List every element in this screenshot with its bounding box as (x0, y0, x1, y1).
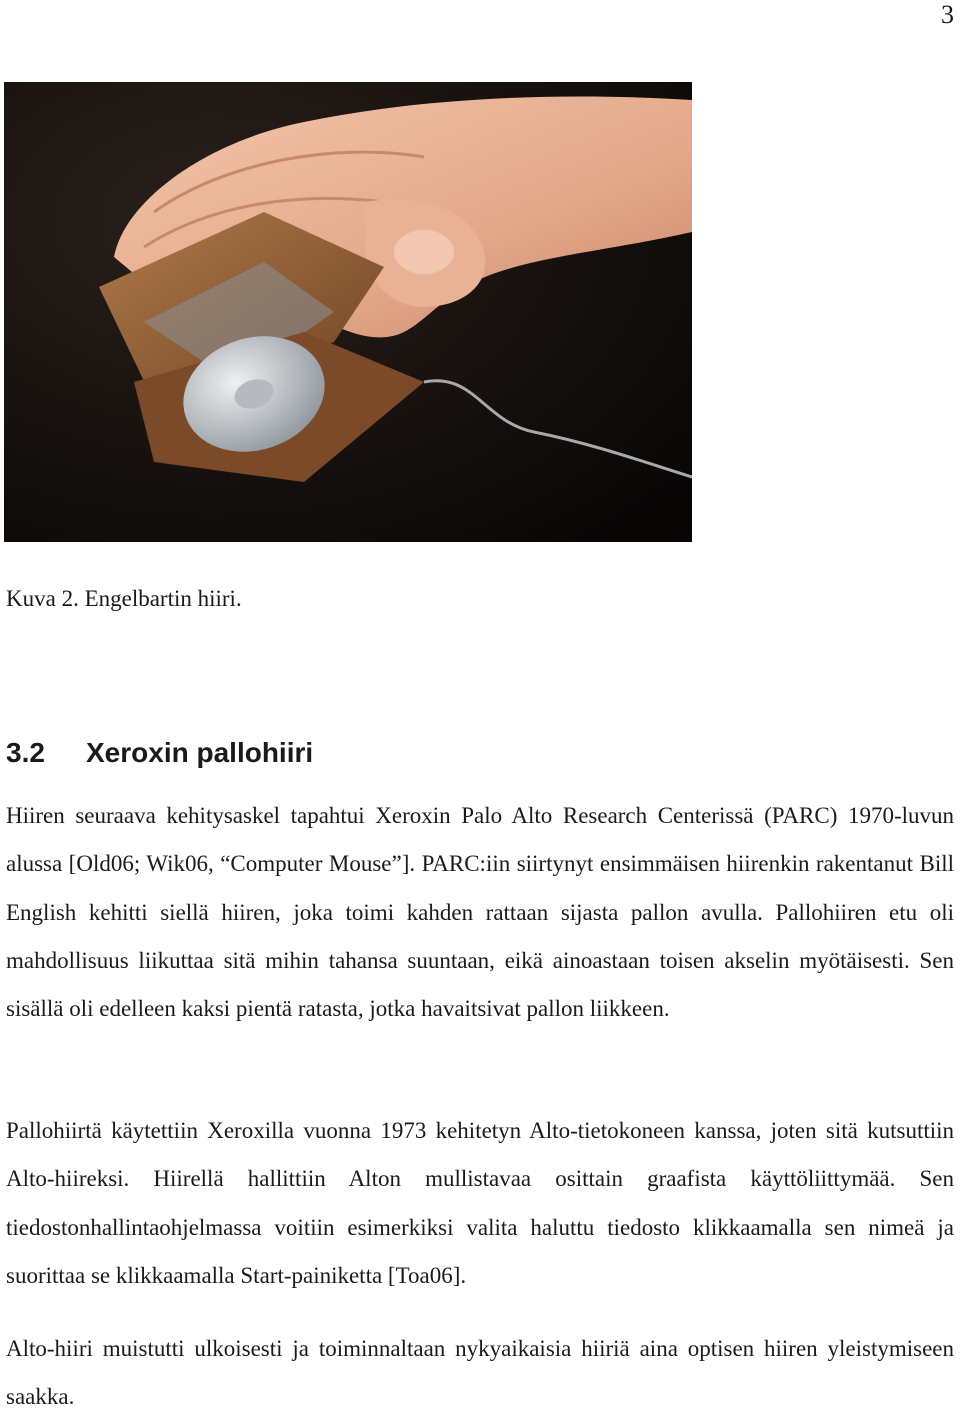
paragraph: Alto-hiiri muistutti ulkoisesti ja toiminnaltaan nykyaikaisia hiiriä aina optisen hiiren yleistymiseen saakka. (6, 1336, 954, 1410)
engelbart-mouse-photo (4, 82, 692, 542)
mouse-illustration (4, 82, 692, 542)
figure-caption: Kuva 2. Engelbartin hiiri. (6, 586, 242, 611)
page-number: 3 (941, 0, 954, 29)
section-heading (6, 735, 313, 771)
paragraph: Pallohiirtä käytettiin Xeroxilla vuonna 1973 kehitetyn Alto-tietokoneen kanssa, joten sitä kutsuttiin Alto-hiireksi. Hiirellä hallittiin Alton mullistavaa osittain graafista käyttöliittymää. Sen tiedostonhallintaohjelmassa voitiin esimerkiksi valita haluttu tiedosto klikkaamalla sen nimeä ja suorittaa se klikkaamalla Start-painiketta [Toa06]. (6, 1118, 954, 1288)
section-title: Xeroxin pallohiiri (86, 737, 314, 768)
section-number: 3.2 (6, 737, 45, 768)
paragraph: Hiiren seuraava kehitysaskel tapahtui Xeroxin Palo Alto Research Centerissä (PARC) 1970-luvun alussa [Old06; Wik06, “Computer Mouse”]. PARC:iin siirtynyt ensimmäisen hiirenkin rakentanut Bill English kehitti siellä hiiren, joka toimi kahden rattaan sijasta pallon avulla. Pallohiiren etu oli mahdollisuus liikuttaa sitä mihin tahansa suuntaan, eikä ainoastaan toisen akselin myötäisesti. Sen sisällä oli edelleen kaksi pientä ratasta, jotka havaitsivat pallon liikkeen. (6, 803, 954, 1022)
